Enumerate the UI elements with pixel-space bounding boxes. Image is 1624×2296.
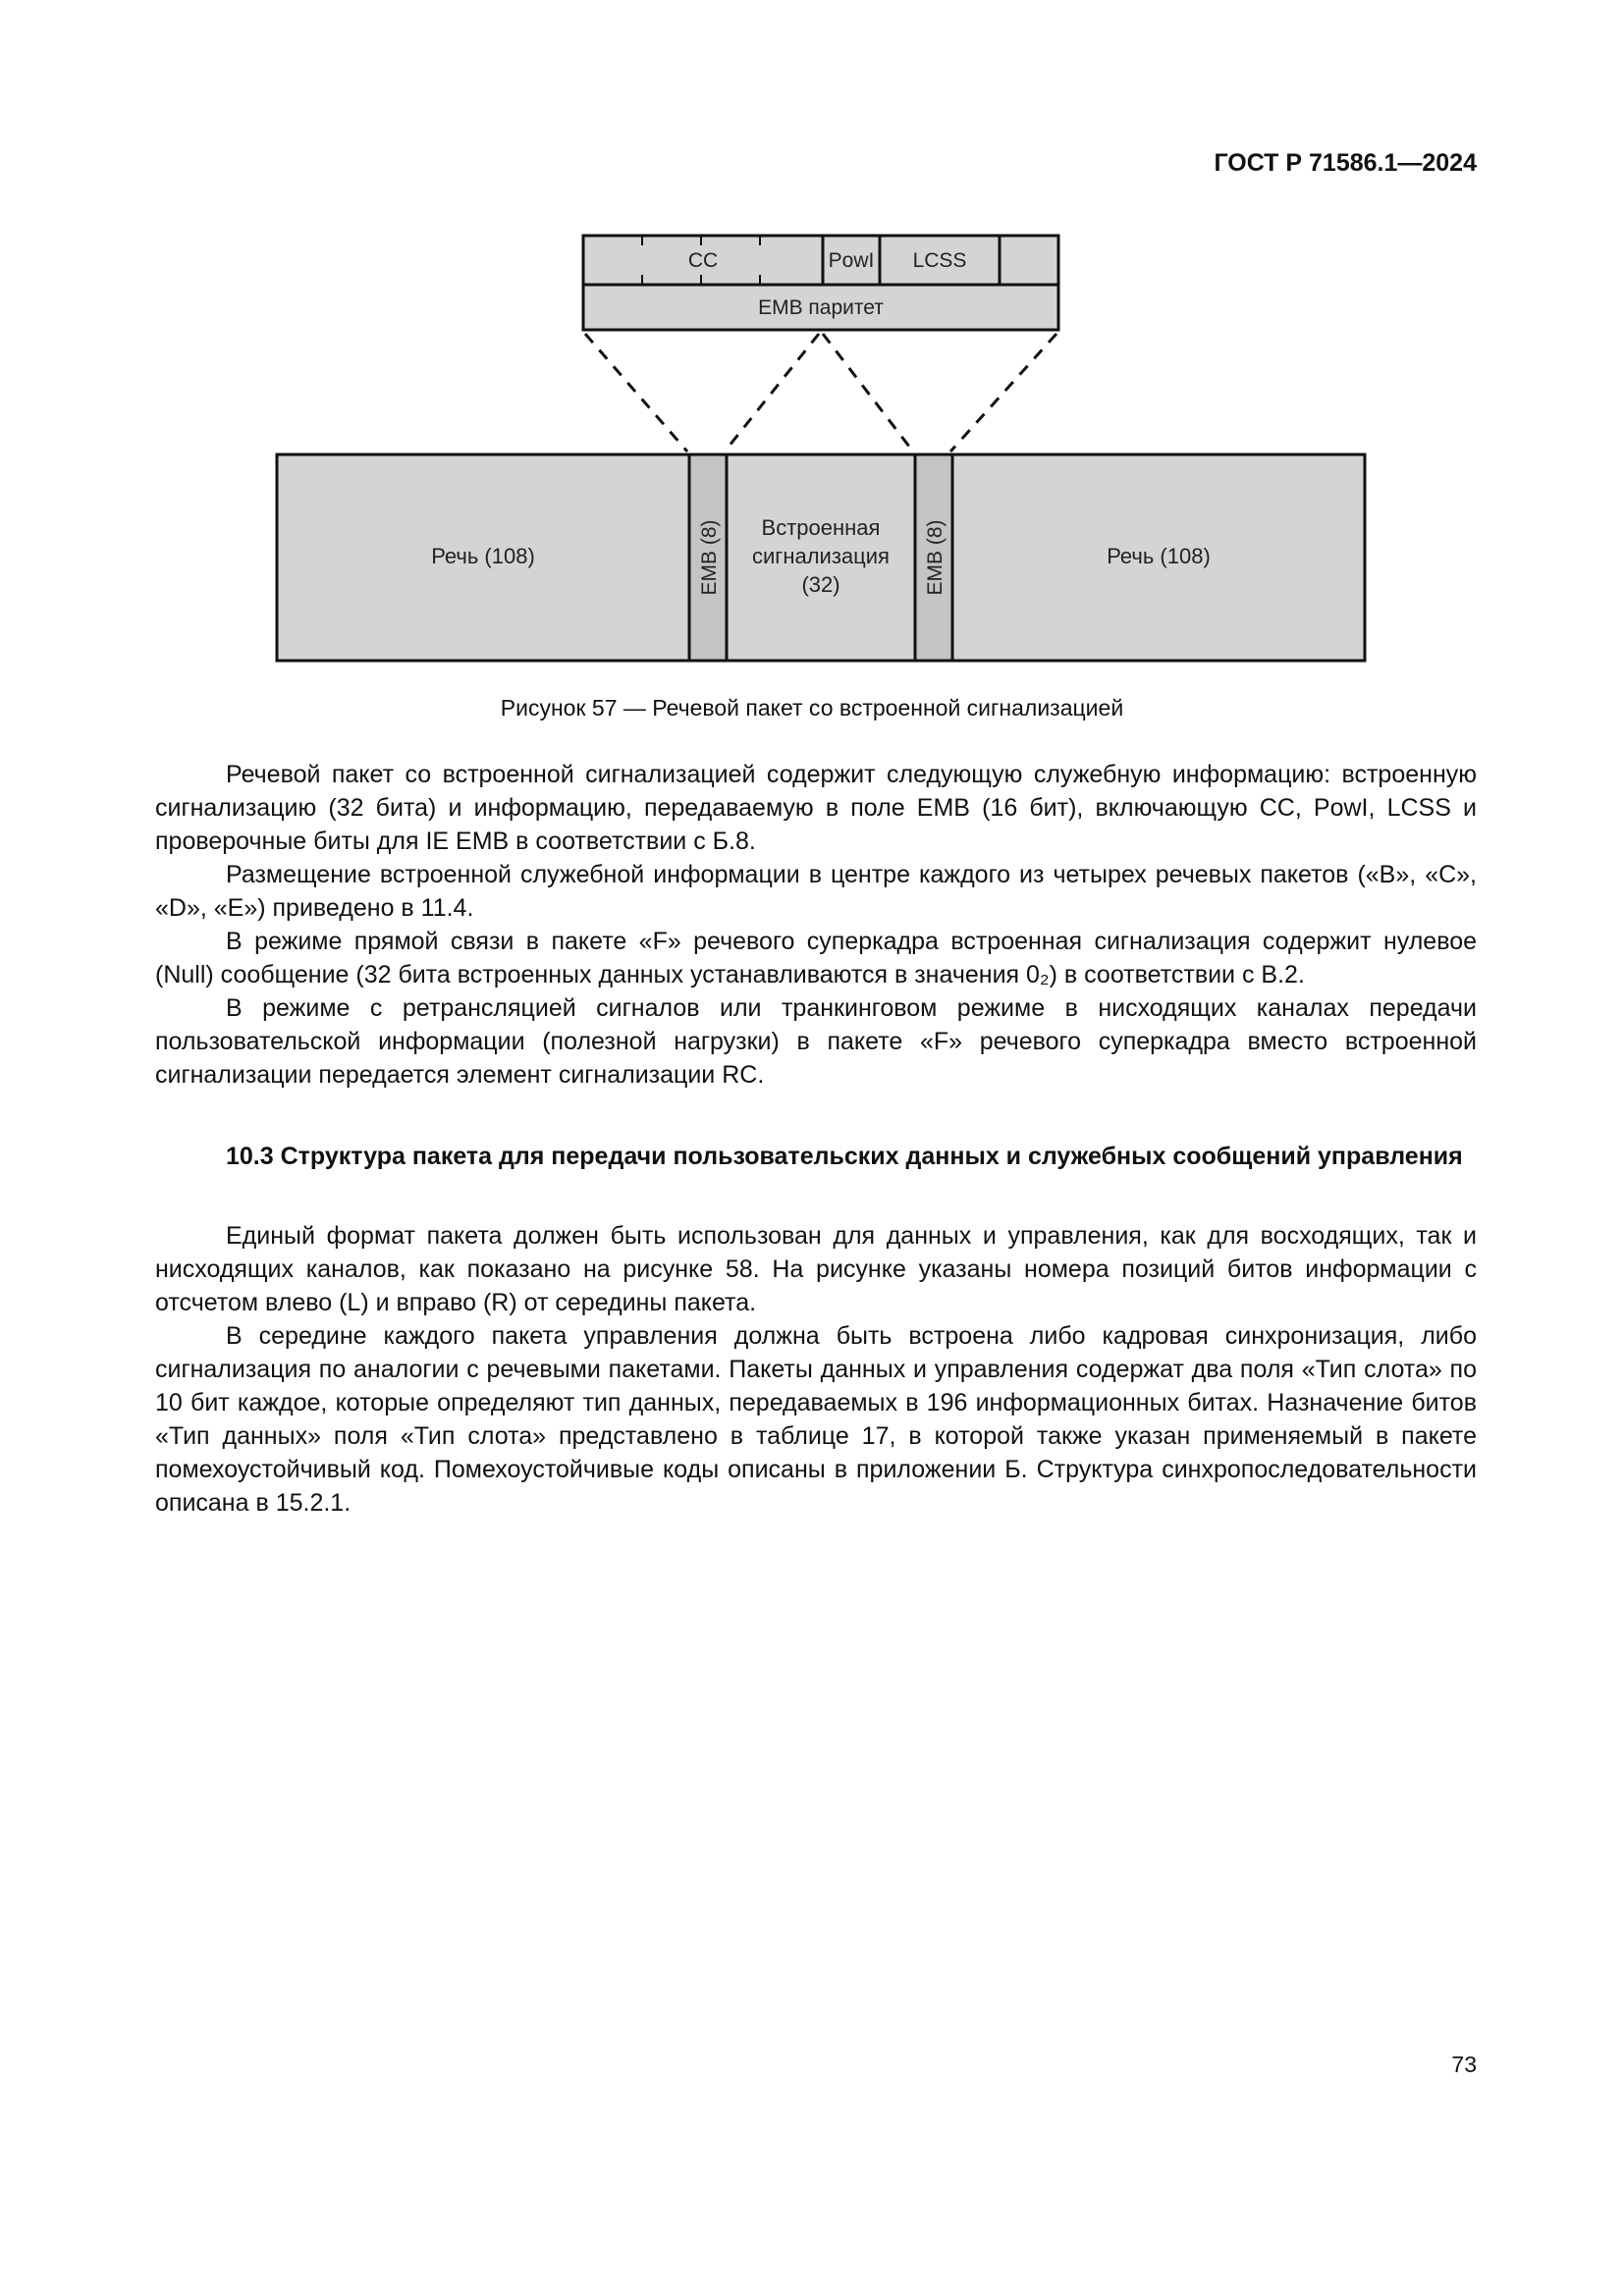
paragraph: В режиме с ретрансляцией сигналов или транкинговом режиме в нисходящих каналах передачи пользовательской информации (полезной нагрузки) в пакете «F» речевого суперкадра вместо встроенной сигнализации передается элемент сигнализации RC. <box>155 994 1477 1089</box>
section-10-3-text <box>155 1219 1477 1520</box>
embedded-label-line3: (32) <box>801 572 840 597</box>
emb-structure-box <box>583 236 1058 330</box>
figure-57-diagram <box>0 0 1624 687</box>
speech-left-label: Речь (108) <box>431 544 535 568</box>
emb-left-label: EMB (8) <box>698 519 721 596</box>
speech-packet <box>277 454 1365 661</box>
connector-line <box>585 334 687 452</box>
embedded-label-line2: сигнализация <box>752 544 890 568</box>
paragraph: Единый формат пакета должен быть использован для данных и управления, как для восходящих, так и нисходящих каналов, как показано на рисунке 58. На рисунке указаны номера позиций битов информации с отсчетом влево (L) и вправо (R) от середины пакета. <box>155 1222 1477 1316</box>
field-lcss-label: LCSS <box>912 249 967 272</box>
connector-line <box>950 334 1056 452</box>
emb-right-label: EMB (8) <box>924 519 947 596</box>
page-number: 73 <box>1451 2052 1477 2077</box>
emb-parity-label: EMB паритет <box>758 296 884 319</box>
figure-caption: Рисунок 57 — Речевой пакет со встроенной сигнализацией <box>500 695 1124 721</box>
document-header: ГОСТ Р 71586.1—2024 <box>1214 149 1477 177</box>
embedded-label-line1: Встроенная <box>761 515 881 540</box>
paragraph: В середине каждого пакета управления должна быть встроена либо кадровая синхронизация, либо сигнализация по аналогии с речевыми пакетами. Пакеты данных и управления содержат два поля «Тип слота» по 10 бит каждое, которые определяют тип данных, передаваемых в 196 информационных битах. Назначение битов «Тип данных» поля «Тип слота» представлено в таблице 17, в которой также указан применяемый в пакете помехоустойчивый код. Помехоустойчивые коды описаны в приложении Б. Структура синхропоследовательности описана в 15.2.1. <box>155 1322 1477 1517</box>
connector-line <box>823 334 913 452</box>
field-cc-label: CC <box>687 249 719 272</box>
paragraph: Размещение встроенной служебной информации в центре каждого из четырех речевых пакетов («B», «C», «D», «E») приведено в 11.4. <box>155 861 1477 922</box>
section-10-3-heading: 10.3 Структура пакета для передачи пользовательских данных и служебных сообщений управления <box>226 1143 1463 1170</box>
section-10-2-text <box>155 758 1477 1092</box>
paragraph: В режиме прямой связи в пакете «F» речевого суперкадра встроенная сигнализация содержит нулевое (Null) сообщение (32 бита встроенных данных устанавливаются в значения 0₂) в соответствии с B.2. <box>155 928 1477 988</box>
paragraph: Речевой пакет со встроенной сигнализацией содержит следующую служебную информацию: встроенную сигнализацию (32 бита) и информацию, передаваемую в поле EMB (16 бит), включающую CC, PowI, LCSS и проверочные биты для IE EMB в соответствии с Б.8. <box>155 761 1477 855</box>
dashed-connectors <box>585 334 1056 452</box>
speech-right-label: Речь (108) <box>1107 544 1211 568</box>
emb-top-row <box>583 236 1058 285</box>
field-powi-label: PowI <box>828 249 875 272</box>
connector-line <box>725 334 819 452</box>
